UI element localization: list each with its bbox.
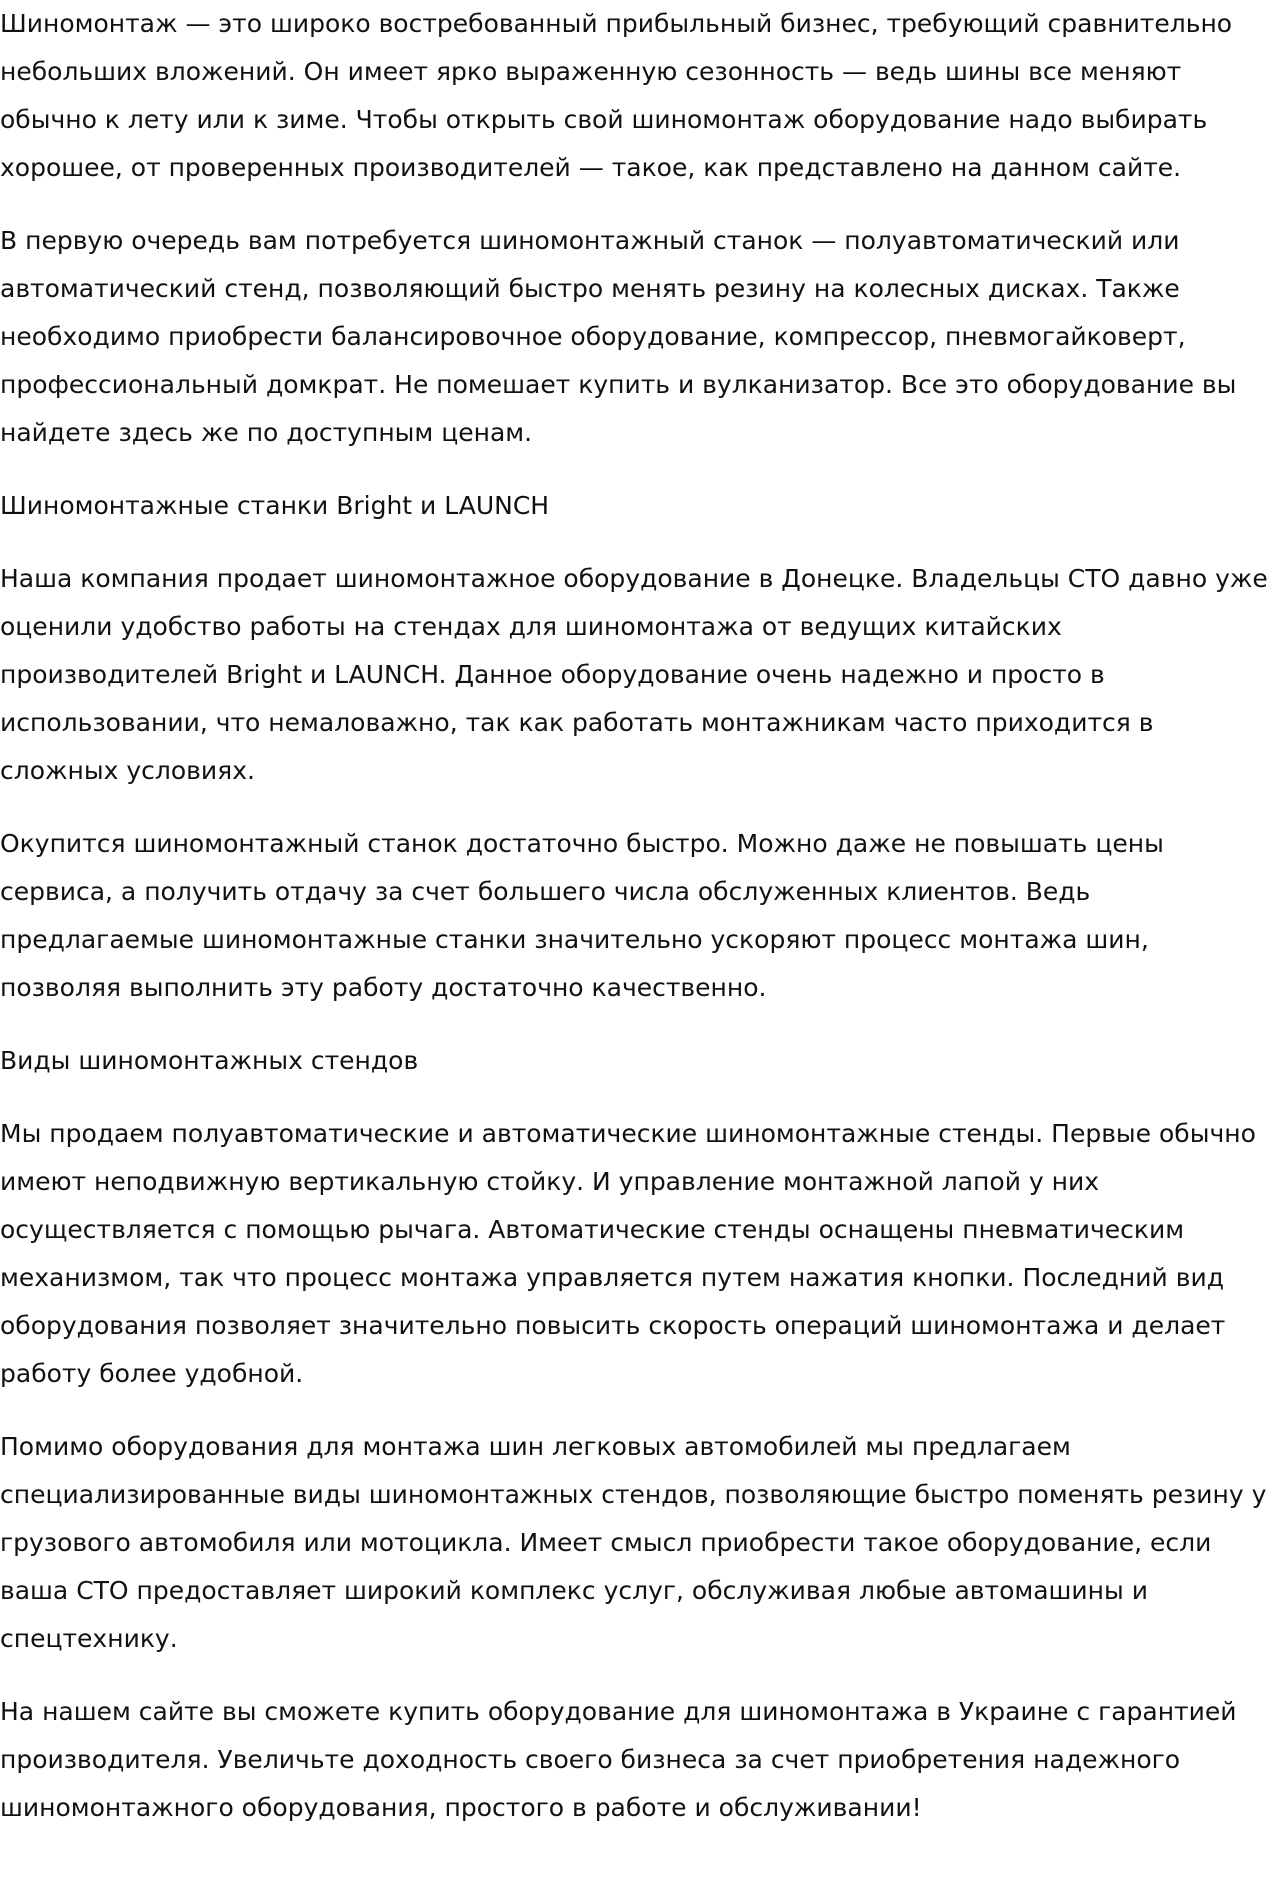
section-heading-stand-types: Виды шиномонтажных стендов (0, 1046, 419, 1075)
paragraph-intro: Шиномонтаж — это широко востребованный прибыльный бизнес, требующий сравнительно небольших вложений. Он имеет ярко выраженную сезонность — ведь шины все меняют обычно к лету или к зиме. Чтобы открыть свой шиномонтаж оборудование надо выбирать хорошее, от проверенных производителей — такое, как представлено на данном сайте. (0, 9, 1233, 182)
paragraph-closing: На нашем сайте вы сможете купить оборудование для шиномонтажа в Украине с гарантией производителя. Увеличьте доходность своего бизнеса за счет приобретения надежного шиномонтажного оборудования, простого в работе и обслуживании! (0, 1697, 1237, 1822)
paragraph-equipment-needs: В первую очередь вам потребуется шиномонтажный станок — полуавтоматический или автоматический стенд, позволяющий быстро менять резину на колесных дисках. Также необходимо приобрести балансировочное оборудование, компрессор, пневмогайковерт, профессиональный домкрат. Не помешает купить и вулканизатор. Все это оборудование вы найдете здесь же по доступным ценам. (0, 226, 1237, 447)
section-heading-bright-launch: Шиномонтажные станки Bright и LAUNCH (0, 491, 550, 520)
paragraph-specialized-stands: Помимо оборудования для монтажа шин легковых автомобилей мы предлагаем специализированные виды шиномонтажных стендов, позволяющие быстро поменять резину у грузового автомобиля или мотоцикла. Имеет смысл приобрести такое оборудование, если ваша СТО предоставляет широкий комплекс услуг, обслуживая любые автомашины и спецтехнику. (0, 1432, 1267, 1653)
paragraph-company-sales: Наша компания продает шиномонтажное оборудование в Донецке. Владельцы СТО давно уже оценили удобство работы на стендах для шиномонтажа от ведущих китайских производителей Bright и LAUNCH. Данное оборудование очень надежно и просто в использовании, что немаловажно, так как работать монтажникам часто приходится в сложных условиях. (0, 564, 1268, 785)
paragraph-stand-types: Мы продаем полуавтоматические и автоматические шиномонтажные стенды. Первые обычно имеют неподвижную вертикальную стойку. И управление монтажной лапой у них осуществляется с помощью рычага. Автоматические стенды оснащены пневматическим механизмом, так что процесс монтажа управляется путем нажатия кнопки. Последний вид оборудования позволяет значительно повысить скорость операций шиномонтажа и делает работу более удобной. (0, 1119, 1256, 1388)
paragraph-payback: Окупится шиномонтажный станок достаточно быстро. Можно даже не повышать цены сервиса, а получить отдачу за счет большего числа обслуженных клиентов. Ведь предлагаемые шиномонтажные станки значительно ускоряют процесс монтажа шин, позволяя выполнить эту работу достаточно качественно. (0, 829, 1164, 1002)
